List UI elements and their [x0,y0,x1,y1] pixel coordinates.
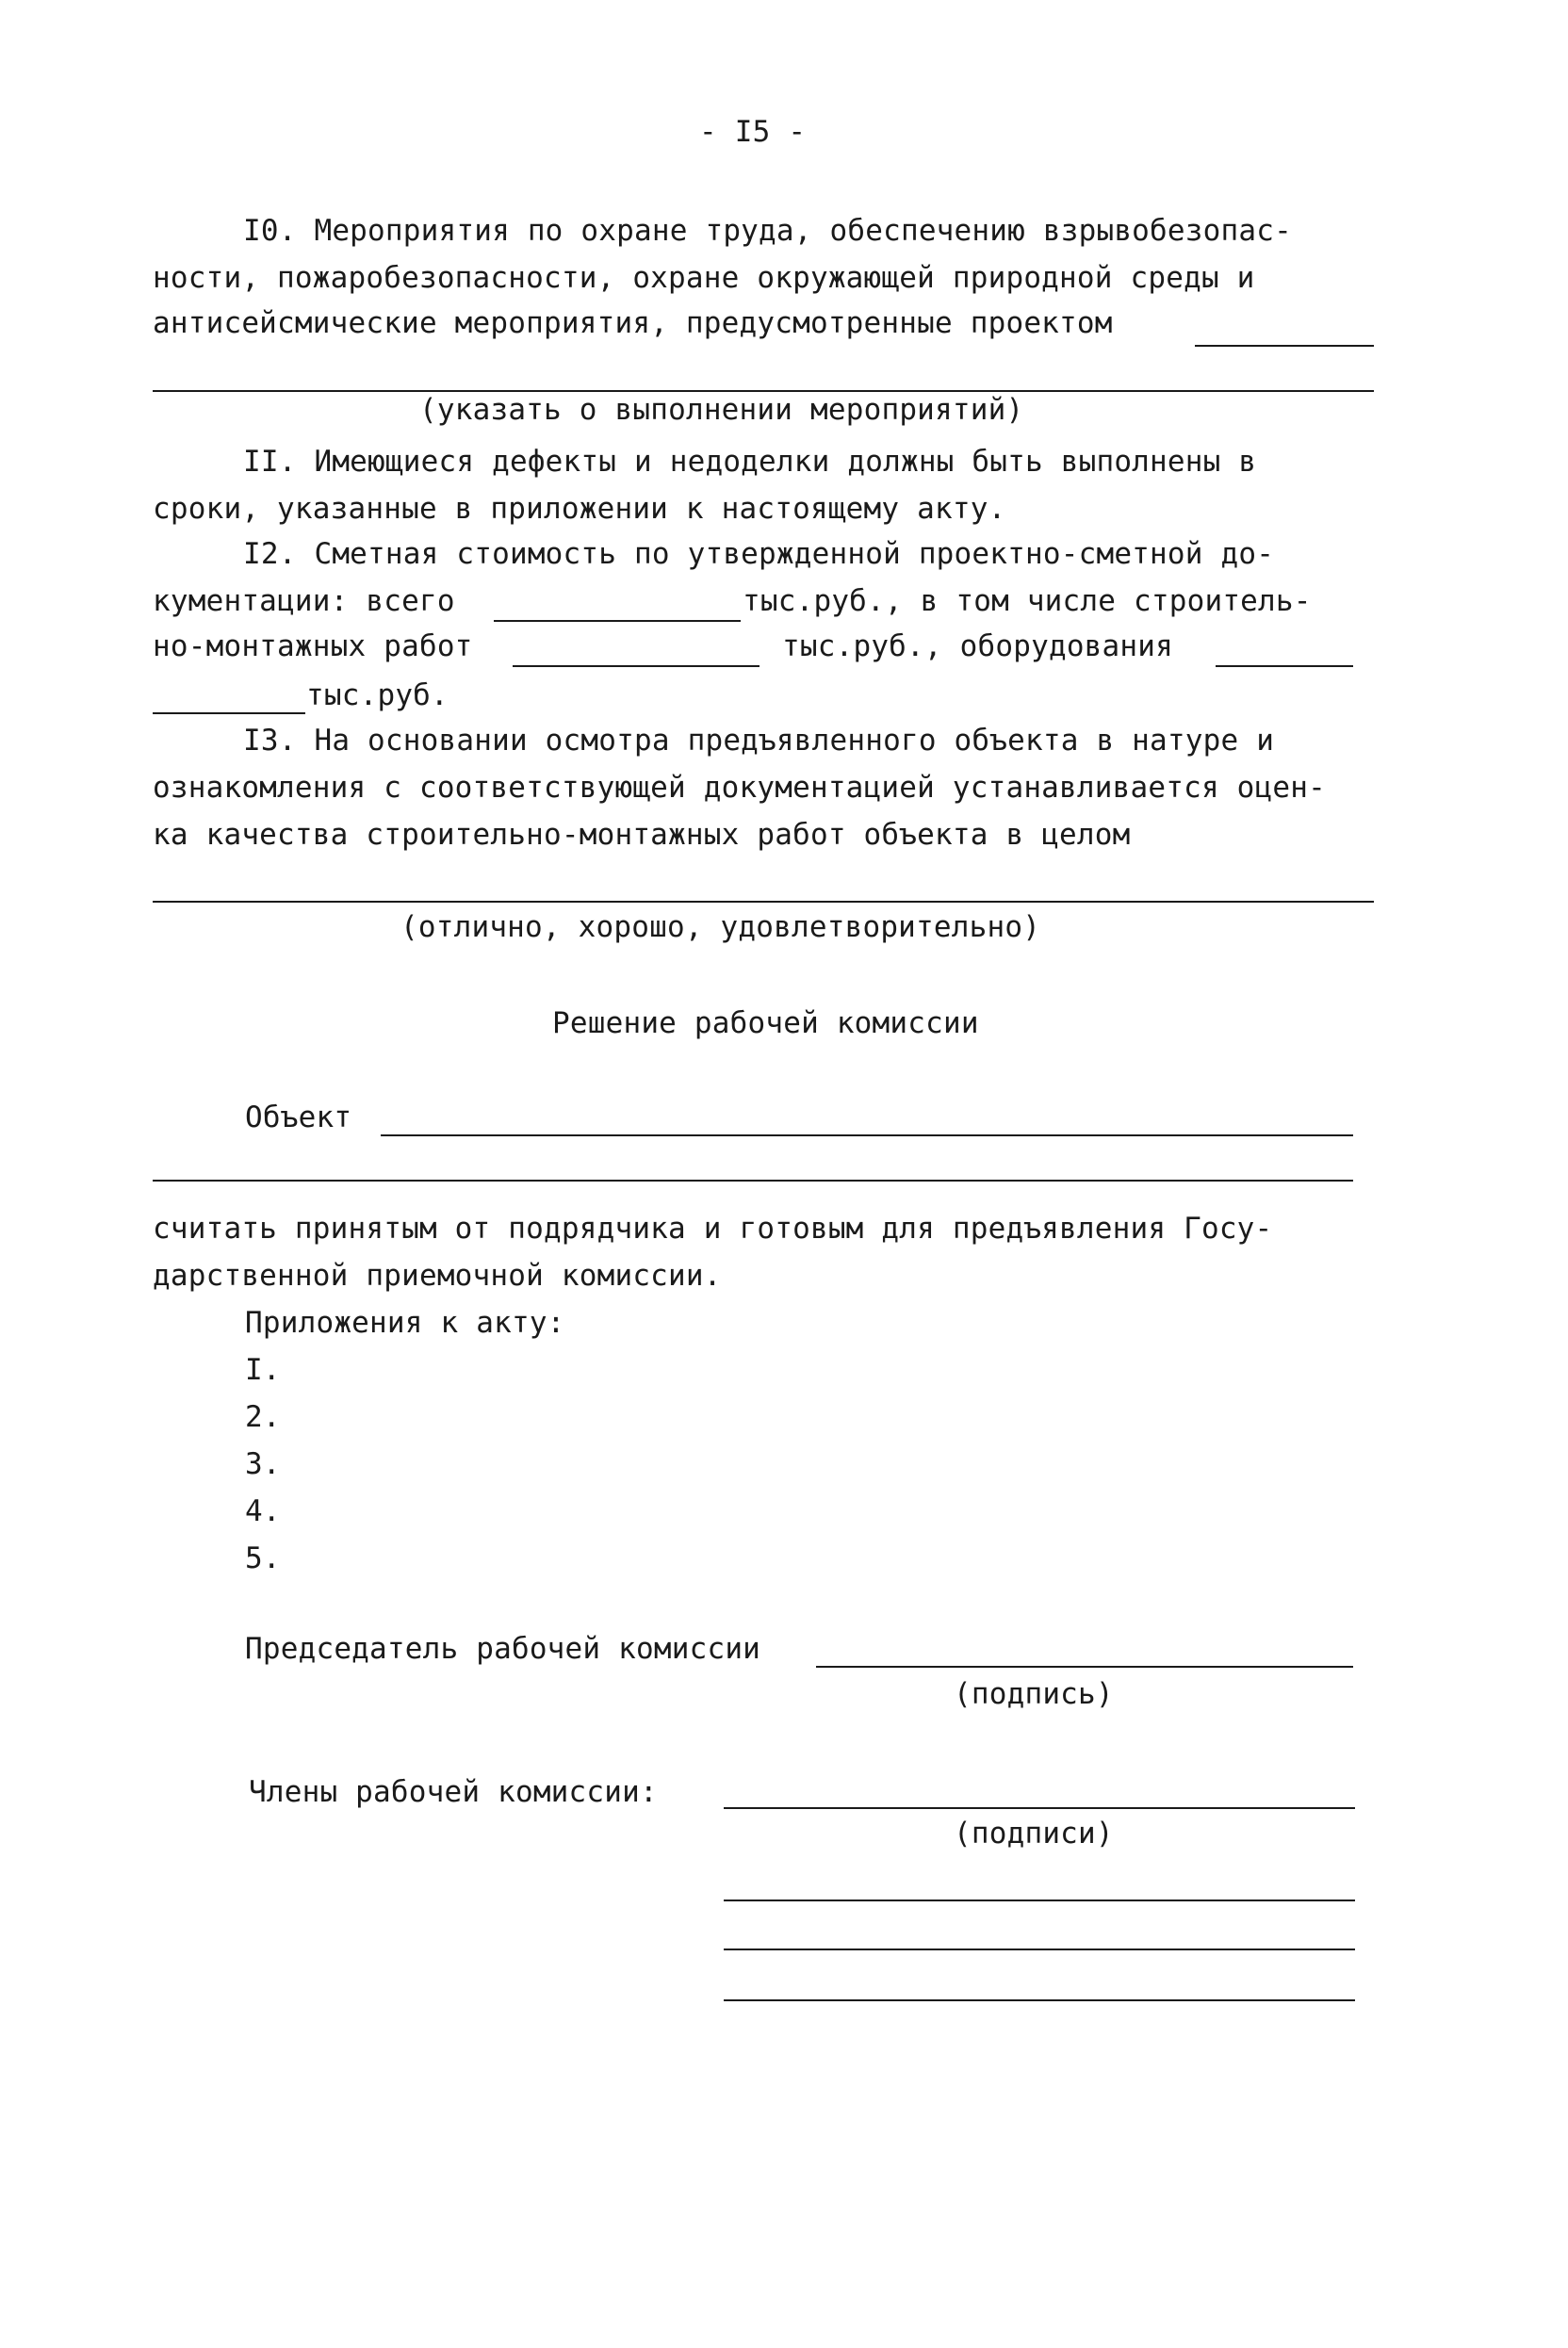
item13-line2: ознакомления с соответствующей документацией устанавливается оцен- [153,771,1326,805]
decision-text-line1: считать принятым от подрядчика и готовым для предъявления Госу- [153,1212,1273,1246]
members-signature-line-3 [724,1949,1355,1950]
object-label: Объект [245,1101,352,1134]
members-signature-line-4 [724,1999,1355,2001]
item12-equipment-blank [1216,665,1353,667]
item13-line1: I3. На основании осмотра предъявленного объекта в натуре и [243,724,1275,758]
attachment-item-5: 5. [245,1541,281,1575]
attachment-item-3: 3. [245,1447,281,1481]
item13-line3: ка качества строительно-монтажных работ объекта в целом [153,818,1131,852]
item10-fill-line [1195,345,1374,347]
item12-line1: I2. Сметная стоимость по утвержденной проектно-сметной до- [243,537,1275,571]
decision-heading: Решение рабочей комиссии [552,1006,979,1040]
item11-line2: сроки, указанные в приложении к настоящему акту. [153,492,1006,526]
item12-construction-blank [513,665,760,667]
decision-text-line2: дарственной приемочной комиссии. [153,1259,722,1293]
chairman-signature-line [816,1666,1353,1668]
chairman-label: Председатель рабочей комиссии [245,1632,761,1666]
item11-line1: II. Имеющиеся дефекты и недоделки должны быть выполнены в [243,445,1257,479]
members-signature-line-1 [724,1807,1355,1809]
object-fill-line-2 [153,1180,1353,1182]
item12-line3-end: тыс.руб., оборудования [782,629,1173,663]
item12-total-blank [494,620,741,622]
item12-line2-start: кументации: всего [153,584,455,618]
page-number: - I5 - [699,115,807,149]
members-label: Члены рабочей комиссии: [249,1775,658,1809]
item12-line2-end: тыс.руб., в том числе строитель- [743,584,1312,618]
members-caption: (подписи) [954,1817,1114,1851]
item13-full-line [153,901,1374,903]
attachments-label: Приложения к акту: [245,1306,565,1340]
item10-line2: ности, пожаробезопасности, охране окружающей природной среды и [153,261,1255,295]
attachment-item-4: 4. [245,1494,281,1528]
object-fill-line-1 [381,1134,1353,1136]
chairman-caption: (подпись) [954,1677,1114,1711]
members-signature-line-2 [724,1900,1355,1901]
item12-line4: тыс.руб. [306,678,449,712]
attachment-item-1: I. [245,1353,281,1387]
item10-caption: (указать о выполнении мероприятий) [419,393,1024,427]
item12-line4-blank [153,712,305,714]
item12-line3-start: но-монтажных работ [153,629,473,663]
item10-line1: I0. Мероприятия по охране труда, обеспечению взрывобезопас- [243,214,1292,248]
attachment-item-2: 2. [245,1400,281,1434]
item13-caption: (отлично, хорошо, удовлетворительно) [400,910,1041,944]
item10-line3: антисейсмические мероприятия, предусмотренные проектом [153,306,1113,340]
